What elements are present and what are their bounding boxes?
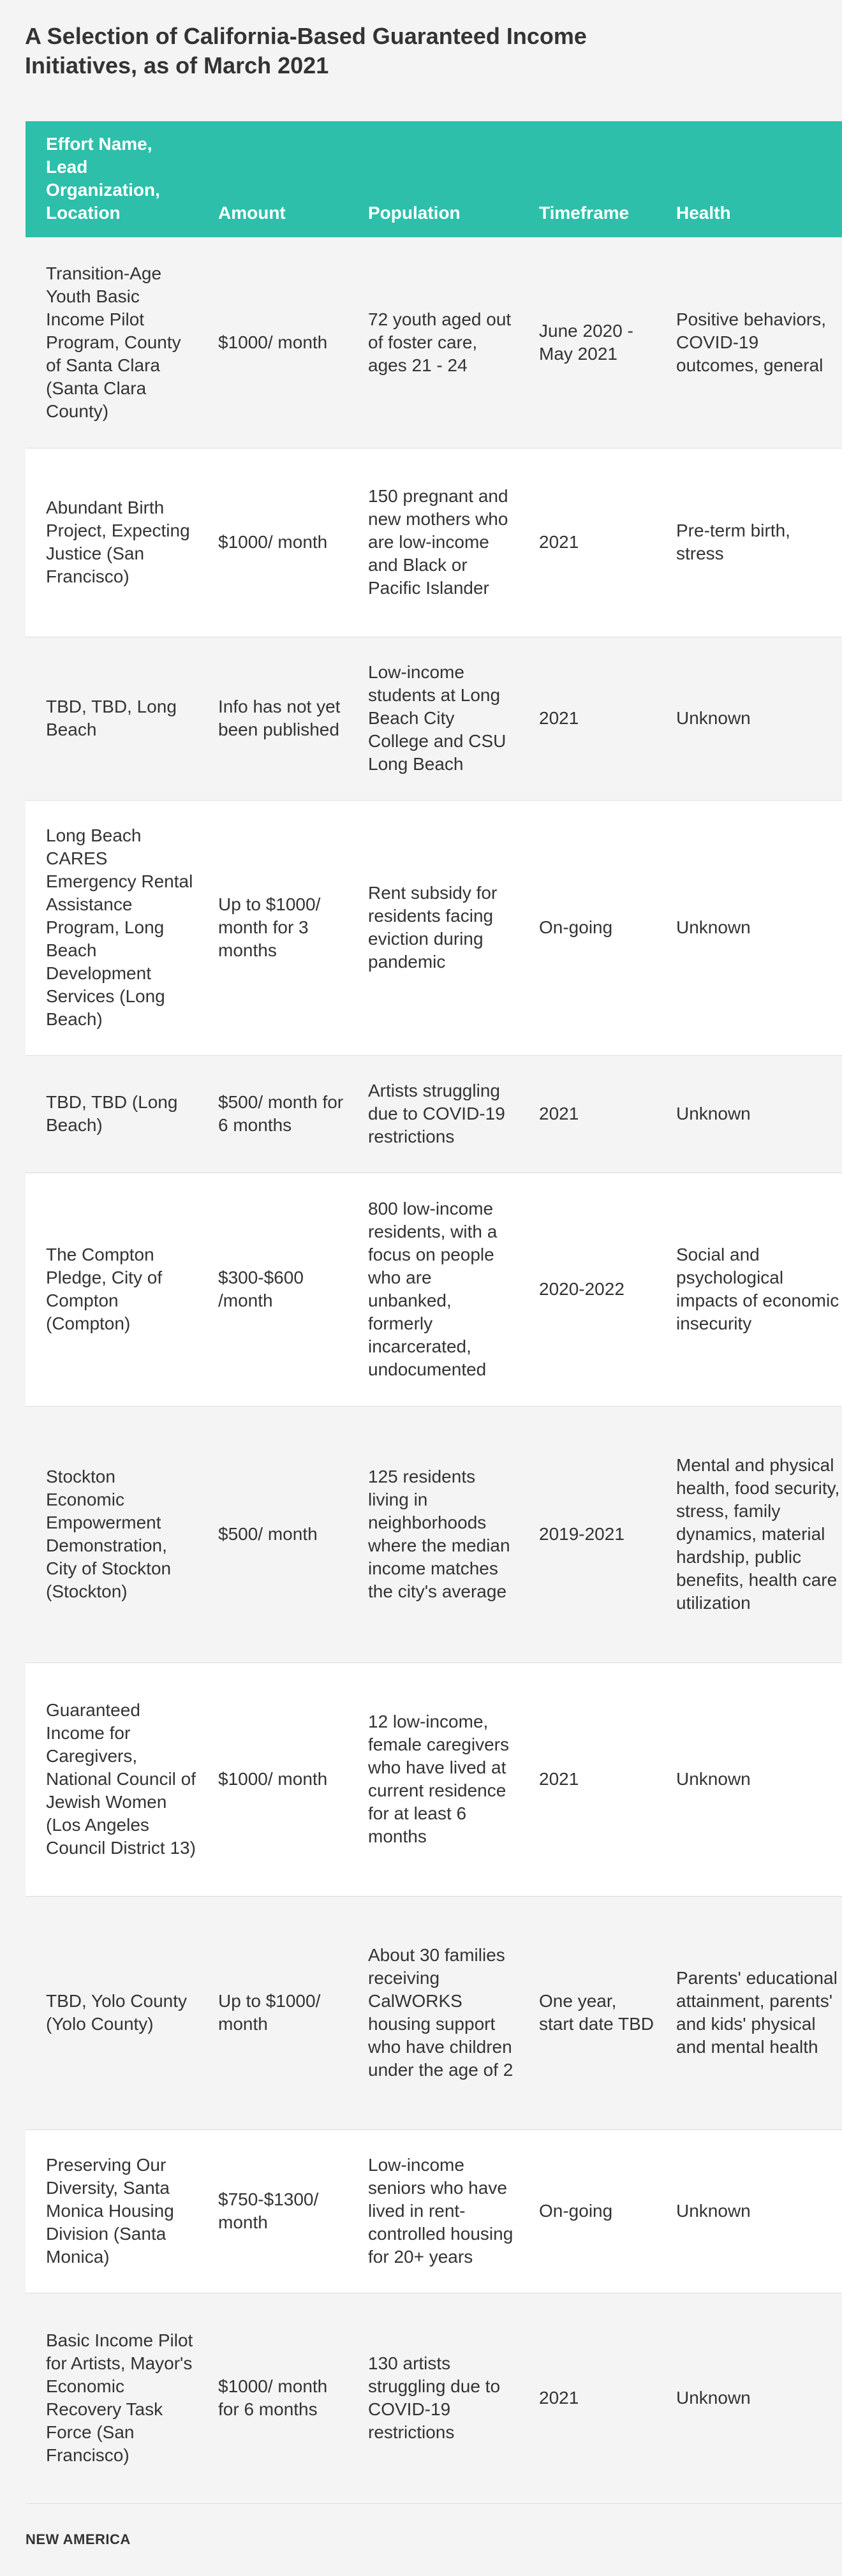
cell-health: Social and psychological impacts of economic insecurity [656,1173,842,1406]
cell-timeframe: On-going [519,800,656,1055]
table-row [26,237,842,448]
cell-health: Unknown [656,1055,842,1173]
cell-population: 130 artists struggling due to COVID-19 restrictions [348,2293,519,2503]
table-row [26,1662,842,1896]
column-header-amount: Amount [198,121,348,237]
cell-effort: Preserving Our Diversity, Santa Monica Housing Division (Santa Monica) [26,2129,198,2293]
cell-effort: Guaranteed Income for Caregivers, National Council of Jewish Women (Los Angeles Council District 13) [26,1662,198,1896]
table-row [26,800,842,1055]
cell-amount: Up to $1000/ month [198,1896,348,2129]
cell-effort: Transition-Age Youth Basic Income Pilot Program, County of Santa Clara (Santa Clara County) [26,237,198,448]
cell-amount: $1000/ month [198,1662,348,1896]
column-header-population: Population [348,121,519,237]
table-row [26,1406,842,1662]
cell-health: Mental and physical health, food security, stress, family dynamics, material hardship, public benefits, health care utilization [656,1406,842,1662]
table-row [26,1055,842,1173]
cell-population: Artists struggling due to COVID-19 restrictions [348,1055,519,1173]
cell-health: Unknown [656,2129,842,2293]
cell-amount: Up to $1000/ month for 3 months [198,800,348,1055]
column-header-effort: Effort Name, Lead Organization, Location [26,121,198,237]
table-row [26,1173,842,1406]
cell-effort: The Compton Pledge, City of Compton (Compton) [26,1173,198,1406]
table-row [26,448,842,637]
cell-health: Parents' educational attainment, parents' and kids' physical and mental health [656,1896,842,2129]
table-row [26,637,842,800]
cell-amount: $750-$1300/ month [198,2129,348,2293]
cell-population: Low-income seniors who have lived in rent-controlled housing for 20+ years [348,2129,519,2293]
cell-timeframe: 2021 [519,637,656,800]
cell-health: Pre-term birth, stress [656,448,842,637]
cell-timeframe: 2021 [519,1662,656,1896]
table-row [26,2293,842,2503]
cell-amount: $1000/ month [198,448,348,637]
cell-population: 150 pregnant and new mothers who are low-income and Black or Pacific Islander [348,448,519,637]
cell-amount: $500/ month for 6 months [198,1055,348,1173]
cell-population: 12 low-income, female caregivers who have lived at current residence for at least 6 months [348,1662,519,1896]
table-row [26,1896,842,2129]
cell-effort: TBD, TBD (Long Beach) [26,1055,198,1173]
cell-effort: TBD, TBD, Long Beach [26,637,198,800]
cell-timeframe: 2021 [519,1055,656,1173]
cell-health: Unknown [656,800,842,1055]
cell-health: Unknown [656,1662,842,1896]
cell-health: Unknown [656,2293,842,2503]
cell-timeframe: 2020-2022 [519,1173,656,1406]
cell-effort: Abundant Birth Project, Expecting Justice (San Francisco) [26,448,198,637]
cell-effort: TBD, Yolo County (Yolo County) [26,1896,198,2129]
table-scroll-container[interactable] [26,121,840,2504]
cell-timeframe: June 2020 - May 2021 [519,237,656,448]
column-header-health: Health [656,121,842,237]
cell-timeframe: 2021 [519,448,656,637]
cell-timeframe: 2019-2021 [519,1406,656,1662]
cell-amount: Info has not yet been published [198,637,348,800]
page-title: A Selection of California-Based Guaranteed Income Initiatives, as of March 2021 [25,23,587,78]
cell-effort: Long Beach CARES Emergency Rental Assistance Program, Long Beach Development Services (Long Beach) [26,800,198,1055]
cell-amount: $1000/ month [198,237,348,448]
cell-population: About 30 families receiving CalWORKS housing support who have children under the age of 2 [348,1896,519,2129]
cell-population: 125 residents living in neighborhoods where the median income matches the city's average [348,1406,519,1662]
cell-timeframe: One year, start date TBD [519,1896,656,2129]
footer-brand: NEW AMERICA [26,2531,131,2547]
initiatives-table [26,121,842,2504]
cell-effort: Stockton Economic Empowerment Demonstration, City of Stockton (Stockton) [26,1406,198,1662]
cell-amount: $1000/ month for 6 months [198,2293,348,2503]
cell-effort: Basic Income Pilot for Artists, Mayor's Economic Recovery Task Force (San Francisco) [26,2293,198,2503]
cell-population: Low-income students at Long Beach City College and CSU Long Beach [348,637,519,800]
cell-amount: $500/ month [198,1406,348,1662]
cell-timeframe: 2021 [519,2293,656,2503]
cell-timeframe: On-going [519,2129,656,2293]
cell-population: 800 low-income residents, with a focus on people who are unbanked, formerly incarcerated, undocumented [348,1173,519,1406]
column-header-timeframe: Timeframe [519,121,656,237]
table-header-row [26,121,842,237]
cell-health: Unknown [656,637,842,800]
cell-health: Positive behaviors, COVID-19 outcomes, general [656,237,842,448]
cell-amount: $300-$600 /month [198,1173,348,1406]
cell-population: 72 youth aged out of foster care, ages 21 - 24 [348,237,519,448]
table-row [26,2129,842,2293]
cell-population: Rent subsidy for residents facing eviction during pandemic [348,800,519,1055]
